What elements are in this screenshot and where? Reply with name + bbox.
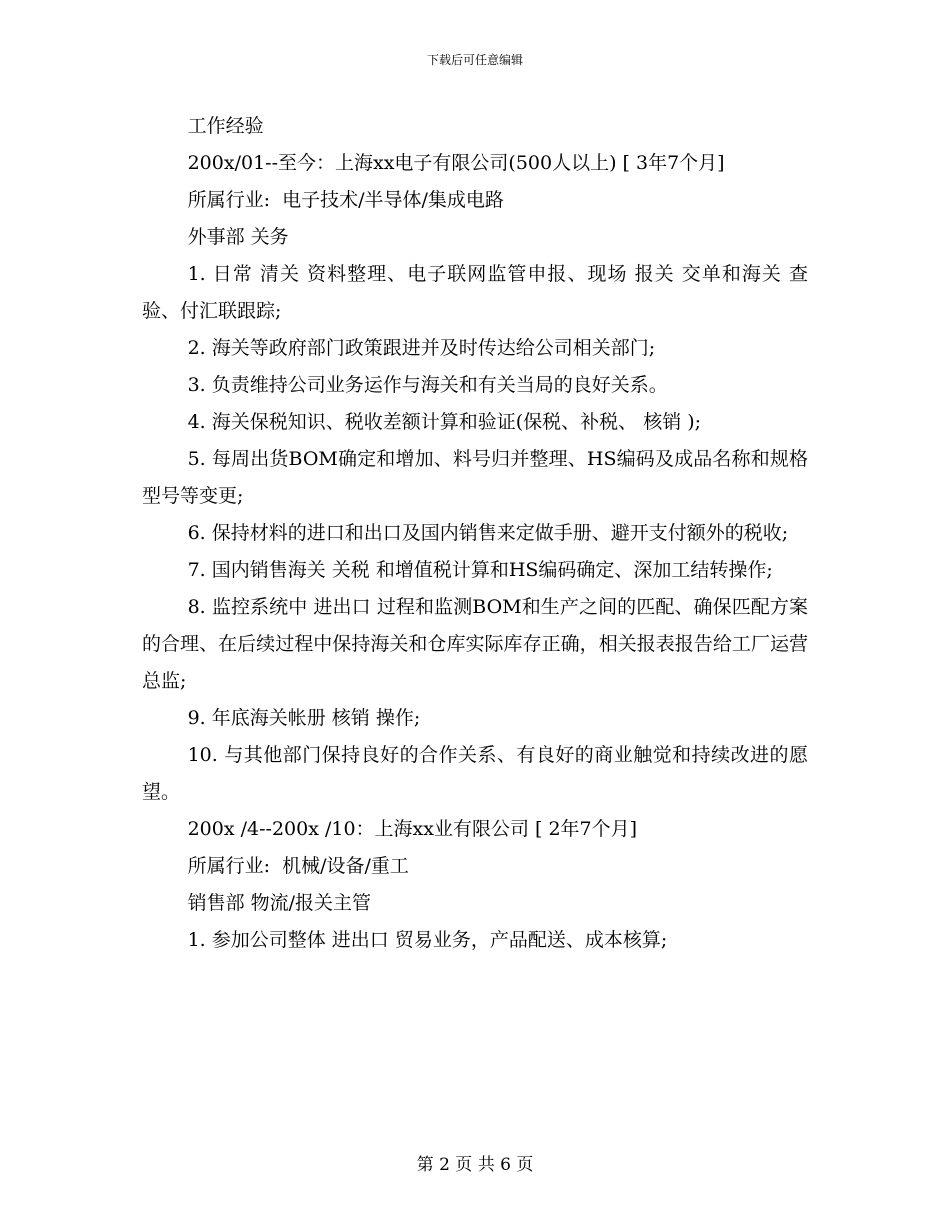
- job-entry-1-duty-10: 10. 与其他部门保持良好的合作关系、有良好的商业触觉和持续改进的愿望。: [142, 744, 808, 803]
- job-entry-1-duty-6: 6. 保持材料的进口和出口及国内销售来定做手册、避开支付额外的税收;: [187, 522, 789, 544]
- job-entry-1-duty-9: 9. 年底海关帐册 核销 操作;: [187, 707, 421, 729]
- section-heading-work-experience: 工作经验: [187, 115, 264, 137]
- job-entry-2-department: 销售部 物流/报关主管: [187, 892, 372, 914]
- job-entry-1-department: 外事部 关务: [187, 226, 289, 248]
- page-number: 第 2 页 共 6 页: [416, 1155, 534, 1175]
- page-header-note: 下载后可任意编辑: [426, 53, 523, 67]
- job-entry-1-duty-5: 5. 每周出货BOM确定和增加、料号归并整理、HS编码及成品名称和规格型号等变更;: [142, 448, 808, 507]
- job-entry-1-duty-7: 7. 国内销售海关 关税 和增值税计算和HS编码确定、深加工结转操作;: [187, 559, 773, 581]
- job-entry-1-duty-8: 8. 监控系统中 进出口 过程和监测BOM和生产之间的匹配、确保匹配方案的合理、在后续过程中保持海关和仓库实际库存正确，相关报表报告给工厂运营总监;: [142, 596, 808, 692]
- job-entry-2-duty-1: 1. 参加公司整体 进出口 贸易业务，产品配送、成本核算;: [187, 929, 668, 951]
- job-entry-1-duty-4: 4. 海关保税知识、税收差额计算和验证(保税、补税、 核销 );: [187, 411, 702, 433]
- job-entry-1-duty-3: 3. 负责维持公司业务运作与海关和有关当局的良好关系。: [187, 374, 668, 396]
- job-entry-1-industry: 所属行业: 电子技术/半导体/集成电路: [187, 189, 504, 211]
- job-entry-1-title: 200x/01--至今：上海xx电子有限公司(500人以上) [ 3年7个月]: [187, 152, 725, 174]
- job-entry-1-duty-2: 2. 海关等政府部门政策跟进并及时传达给公司相关部门;: [187, 337, 656, 359]
- document-body: [142, 108, 808, 959]
- job-entry-1-duty-1: 1. 日常 清关 资料整理、电子联网监管申报、现场 报关 交单和海关 查验、付汇联跟踪;: [142, 263, 808, 322]
- job-entry-2-title: 200x /4--200x /10：上海xx业有限公司 [ 2年7个月]: [187, 818, 638, 840]
- job-entry-2-industry: 所属行业: 机械/设备/重工: [187, 855, 409, 877]
